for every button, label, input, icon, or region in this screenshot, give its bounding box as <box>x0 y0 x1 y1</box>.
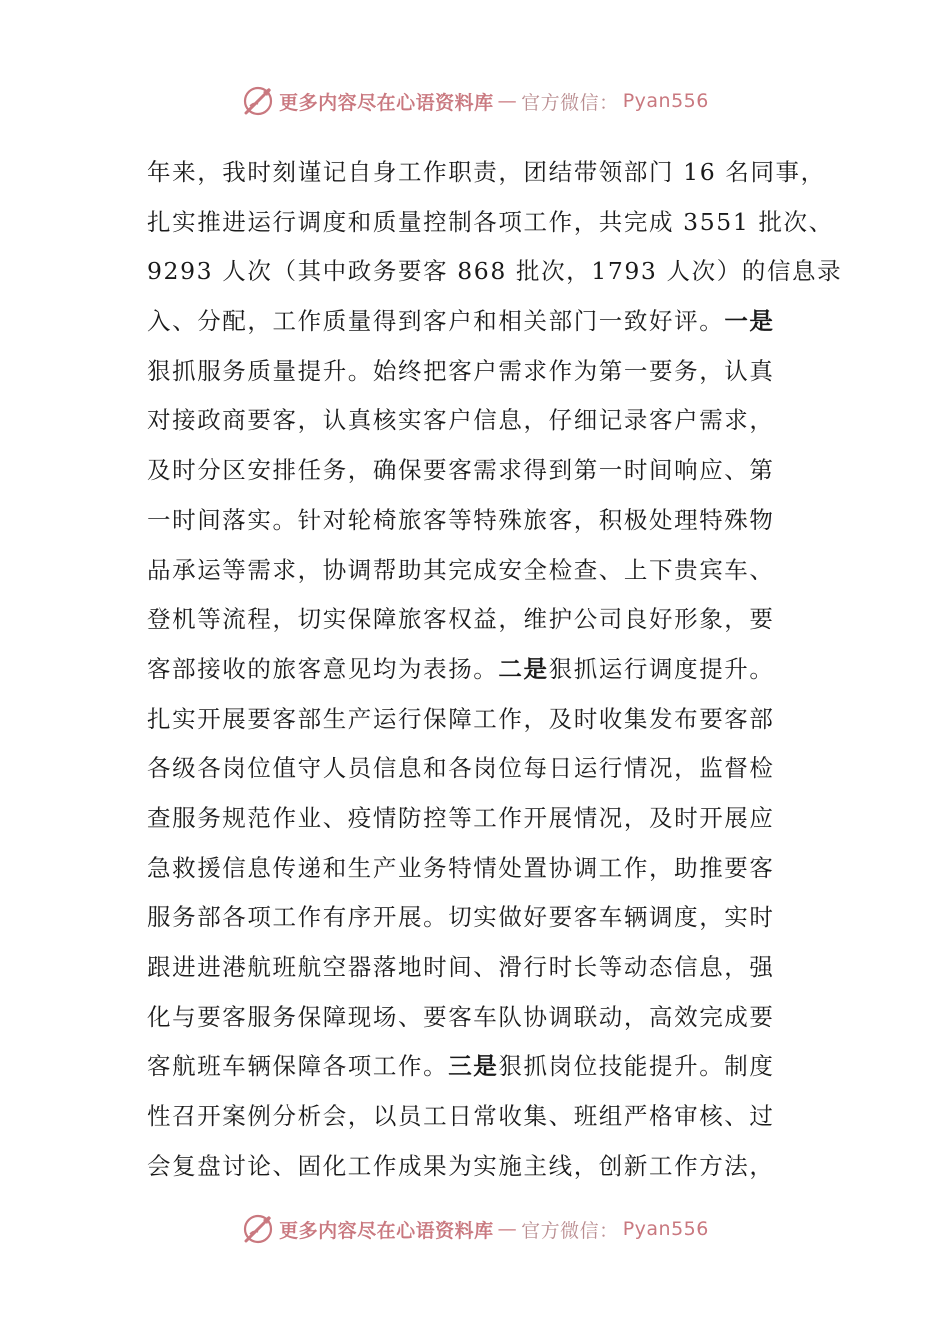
bold-lead-in: 一是 <box>724 307 775 336</box>
watermark-header <box>0 84 950 118</box>
text-line <box>147 794 807 844</box>
watermark-brand: 更多内容尽在心语资料库 <box>279 91 494 114</box>
text-segment: 年来，我时刻谨记自身工作职责，团结带领部门 16 名同事， <box>147 158 826 186</box>
text-segment: 性召开案例分析会，以员工日常收集、班组严格审核、过 <box>147 1102 775 1131</box>
text-line <box>147 595 807 645</box>
text-segment: 急救援信息传递和生产业务特情处置协调工作，助推要客 <box>147 853 775 882</box>
text-segment: 狠抓运行调度提升。 <box>548 654 775 683</box>
text-segment: 狠抓服务质量提升。始终把客户需求作为第一要务，认真 <box>147 356 775 385</box>
text-line <box>147 744 807 794</box>
text-segment: 化与要客服务保障现场、要客车队协调联动，高效完成要 <box>147 1002 775 1031</box>
text-line <box>147 496 807 546</box>
pen-logo-icon <box>241 1212 275 1246</box>
text-line <box>147 446 807 496</box>
text-segment: 狠抓岗位技能提升。制度 <box>498 1052 775 1081</box>
text-line <box>147 546 807 596</box>
text-line <box>147 297 807 347</box>
watermark-label: 官方微信： <box>521 91 619 114</box>
text-segment: 跟进进港航班航空器落地时间、滑行时长等动态信息，强 <box>147 953 775 981</box>
text-line <box>147 893 807 943</box>
text-line <box>147 347 807 397</box>
text-segment: 对接政商要客，认真核实客户信息，仔细记录客户需求， <box>147 406 775 435</box>
bold-lead-in: 三是 <box>448 1052 499 1081</box>
text-segment: 扎实开展要客部生产运行保障工作，及时收集发布要客部 <box>147 704 775 733</box>
watermark-dash: — <box>497 1218 518 1240</box>
text-line <box>147 396 807 446</box>
text-segment: 客部接收的旅客意见均为表扬。 <box>147 654 499 683</box>
text-line <box>147 1142 807 1192</box>
text-segment: 入、分配，工作质量得到客户和相关部门一致好评。 <box>147 307 725 336</box>
text-line <box>147 1042 807 1092</box>
watermark-brand: 更多内容尽在心语资料库 <box>279 1219 494 1242</box>
text-segment: 服务部各项工作有序开展。切实做好要客车辆调度，实时 <box>147 903 775 932</box>
text-line <box>147 645 807 695</box>
watermark-dash: — <box>497 90 518 112</box>
bold-lead-in: 二是 <box>498 654 549 683</box>
watermark-wechat-id: Pyan556 <box>622 1218 709 1240</box>
text-segment: 查服务规范作业、疫情防控等工作开展情况，及时开展应 <box>147 803 775 832</box>
text-line <box>147 993 807 1043</box>
text-line <box>147 198 834 248</box>
text-line <box>147 148 826 198</box>
text-segment: 登机等流程，切实保障旅客权益，维护公司良好形象，要 <box>147 605 775 634</box>
watermark-wechat-id: Pyan556 <box>622 90 709 112</box>
text-segment: 一时间落实。针对轮椅旅客等特殊旅客，积极处理特殊物 <box>147 505 775 534</box>
text-segment: 及时分区安排任务，确保要客需求得到第一时间响应、第 <box>147 456 775 485</box>
text-segment: 会复盘讨论、固化工作成果为实施主线，创新工作方法， <box>147 1151 775 1180</box>
text-line <box>147 247 843 297</box>
watermark-label: 官方微信： <box>521 1219 619 1242</box>
text-segment: 客航班车辆保障各项工作。 <box>147 1052 449 1081</box>
pen-logo-icon <box>241 84 275 118</box>
text-line <box>147 943 807 993</box>
text-line <box>147 695 807 745</box>
text-segment: 扎实推进运行调度和质量控制各项工作，共完成 3551 批次、 <box>147 207 834 236</box>
text-segment: 各级各岗位值守人员信息和各岗位每日运行情况，监督检 <box>147 754 775 783</box>
watermark-footer <box>0 1212 950 1246</box>
document-body <box>147 148 843 1191</box>
text-segment: 品承运等需求，协调帮助其完成安全检查、上下贵宾车、 <box>147 555 775 584</box>
text-segment: 9293 人次（其中政务要客 868 批次，1793 人次）的信息录 <box>147 257 843 286</box>
text-line <box>147 1092 807 1142</box>
text-line <box>147 844 807 894</box>
